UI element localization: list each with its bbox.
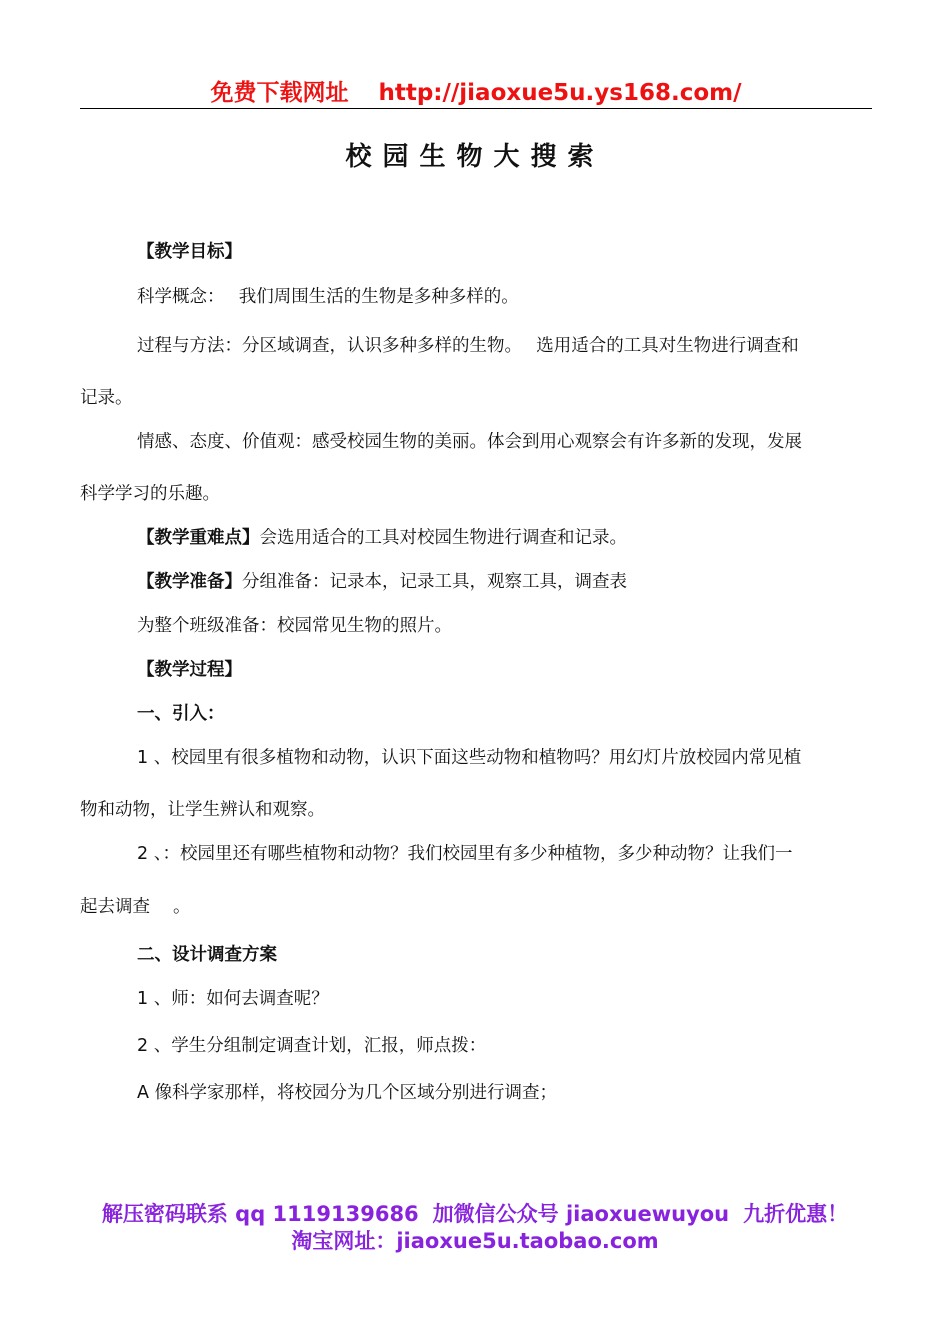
footer-password-contact: 解压密码联系 qq 1119139686: [101, 1202, 419, 1226]
goal-process-line1: 过程与方法：分区域调查，认识多种多样的生物。 选用适合的工具对生物进行调查和: [137, 336, 799, 356]
plan-a-letter: A: [137, 1083, 149, 1103]
intro-item2-line1: [80, 842, 872, 866]
plan1-number: 1: [137, 989, 149, 1009]
goals-heading: 【教学目标】: [137, 242, 242, 262]
preparation-heading: 【教学准备】: [137, 572, 242, 592]
footer-wechat: 加微信公众号 jiaoxuewuyou: [432, 1202, 730, 1226]
preparation-group: [80, 570, 872, 594]
download-header: [80, 74, 872, 109]
footer-discount: 九折优惠！: [743, 1202, 849, 1226]
page-title: 校园生物大搜索: [345, 142, 605, 172]
goal-attitude-line2: 科学学习的乐趣。: [80, 484, 220, 504]
footer-taobao-link[interactable]: 淘宝网址：jiaoxue5u.taobao.com: [291, 1229, 659, 1253]
key-points-heading: 【教学重难点】: [137, 528, 260, 548]
key-points: [80, 526, 872, 550]
section2-heading: 二、设计调查方案: [137, 945, 277, 965]
item2-number: 2: [137, 844, 149, 864]
header-label: 免费下载网址: [210, 80, 349, 106]
plan1-text: 、师：如何去调查呢？: [153, 989, 329, 1009]
plan-item1: [80, 987, 872, 1011]
plan2-number: 2: [137, 1036, 149, 1056]
preparation-group-text: 分组准备：记录本，记录工具，观察工具，调查表: [242, 572, 627, 592]
goal-attitude-line1: 情感、态度、价值观：感受校园生物的美丽。体会到用心观察会有许多新的发现，发展: [137, 432, 802, 452]
item1-text: 、校园里有很多植物和动物，认识下面这些动物和植物吗？用幻灯片放校园内常见植: [153, 748, 802, 768]
preparation-class: 为整个班级准备：校园常见生物的照片。: [137, 616, 452, 636]
footer-contact-line: [0, 1198, 950, 1228]
header-url-link[interactable]: http://jiaoxue5u.ys168.com/: [378, 80, 742, 106]
key-points-text: 会选用适合的工具对校园生物进行调查和记录。: [259, 528, 627, 548]
plan-item2: [80, 1034, 872, 1058]
process-heading: 【教学过程】: [137, 660, 242, 680]
section1-heading: 一、引入：: [137, 704, 225, 724]
intro-item1-line1: [80, 746, 872, 770]
plan-a-text: 像科学家那样，将校园分为几个区域分别进行调查；: [154, 1083, 558, 1103]
intro-item1-line2: 物和动物，让学生辨认和观察。: [80, 800, 325, 820]
item2-text: 、：校园里还有哪些植物和动物？我们校园里有多少种植物，多少种动物？让我们一: [153, 844, 793, 864]
plan-item-a: [80, 1081, 872, 1105]
intro-item2-line2: 起去调查 。: [80, 897, 191, 917]
goal-concept: 科学概念： 我们周围生活的生物是多种多样的。: [137, 287, 519, 307]
plan2-text: 、学生分组制定调查计划，汇报，师点拨：: [153, 1036, 487, 1056]
goal-process-line2: 记录。: [80, 388, 133, 408]
item1-number: 1: [137, 748, 149, 768]
